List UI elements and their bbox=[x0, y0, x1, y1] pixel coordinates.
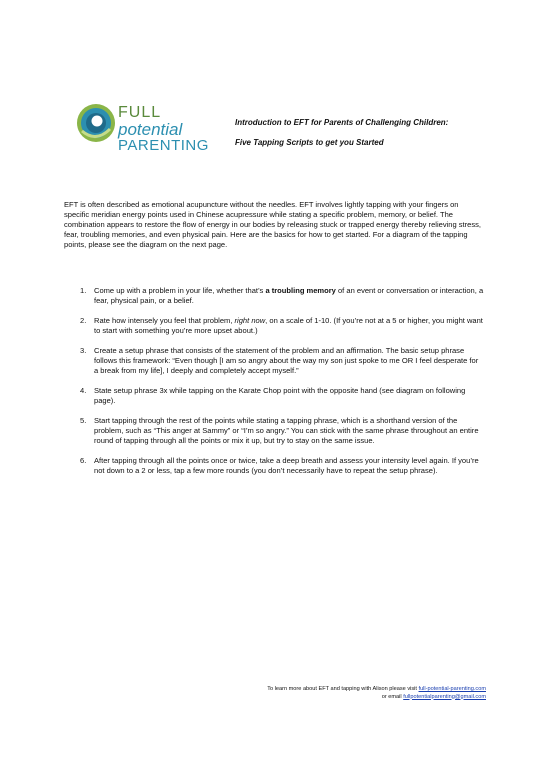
step-text: After tapping through all the points once or twice, take a deep breath and assess your intensity level again. If you’re not down to a 2 or less, tap a few more rounds (you don’t necessarily have to repeat the setup phrase). bbox=[94, 456, 479, 475]
logo-wordmark bbox=[118, 105, 209, 154]
intro-paragraph: EFT is often described as emotional acupuncture without the needles. EFT involves lightly tapping with your fingers on specific meridian energy points used in Chinese acupressure while stating a specific problem, memory, or belief. The combination appears to restore the flow of energy in our bodies by releasing stuck or trapped energy thereby relieving stress, fear, troubling memories, and even physical pain. Here are the basics for how to get started. For a diagram of the tapping points, please see the diagram on the next page. bbox=[64, 200, 481, 249]
list-item bbox=[64, 286, 484, 306]
step-text: Rate how intensely you feel that problem, right now, on a scale of 1-10. (If you’re not at a 5 or higher, you might want to start with something you’re more upset about.) bbox=[94, 316, 483, 335]
document-subtitle: Five Tapping Scripts to get you Started bbox=[235, 138, 384, 147]
step-text: Create a setup phrase that consists of the statement of the problem and an affirmation. The basic setup phrase follows this framework: “Even though [I am so angry about the way my son just spoke to me OR I feel desperate for a break from my life], I deeply and completely accept myself.” bbox=[94, 346, 479, 375]
list-item bbox=[64, 346, 484, 376]
steps-list bbox=[64, 286, 484, 486]
step-number: 5. bbox=[80, 416, 87, 425]
company-logo bbox=[76, 101, 221, 159]
list-item bbox=[64, 316, 484, 336]
step-text: State setup phrase 3x while tapping on the Karate Chop point with the opposite hand (see diagram on following page). bbox=[94, 386, 466, 405]
step-number: 3. bbox=[80, 346, 87, 355]
step-number: 4. bbox=[80, 386, 87, 395]
step-text: Come up with a problem in your life, whether that’s a troubling memory of an event or conversation or interaction, a fear, physical pain, or a belief. bbox=[94, 286, 484, 305]
logo-swirl-icon bbox=[76, 101, 116, 145]
logo-line-parenting: PARENTING bbox=[118, 137, 209, 154]
footer-line-email: or email fullpotentialparenting@gmail.com bbox=[381, 693, 486, 700]
step-number: 2. bbox=[80, 316, 87, 325]
list-item bbox=[64, 456, 484, 476]
footer-line-website: To learn more about EFT and tapping with Alison please visit full-potential-parenting.com bbox=[267, 686, 486, 692]
website-link[interactable]: full-potential-parenting.com bbox=[418, 686, 486, 692]
logo-line-full: FULL bbox=[118, 104, 162, 121]
step-number: 6. bbox=[80, 456, 87, 465]
list-item bbox=[64, 416, 484, 446]
email-link[interactable]: fullpotentialparenting@gmail.com bbox=[403, 693, 486, 700]
logo-line-potential: potential bbox=[118, 120, 183, 139]
step-text: Start tapping through the rest of the points while stating a tapping phrase, which is a shorthand version of the problem, such as “This anger at Sammy” or “I’m so angry.” You can stick with the same phrase throughout an entire round of tapping through all the points or mix it up, but try to stay on the same issue. bbox=[94, 416, 479, 445]
footer bbox=[126, 686, 486, 701]
list-item bbox=[64, 386, 484, 406]
document-title: Introduction to EFT for Parents of Challenging Children: bbox=[235, 118, 449, 127]
step-number: 1. bbox=[80, 286, 87, 295]
